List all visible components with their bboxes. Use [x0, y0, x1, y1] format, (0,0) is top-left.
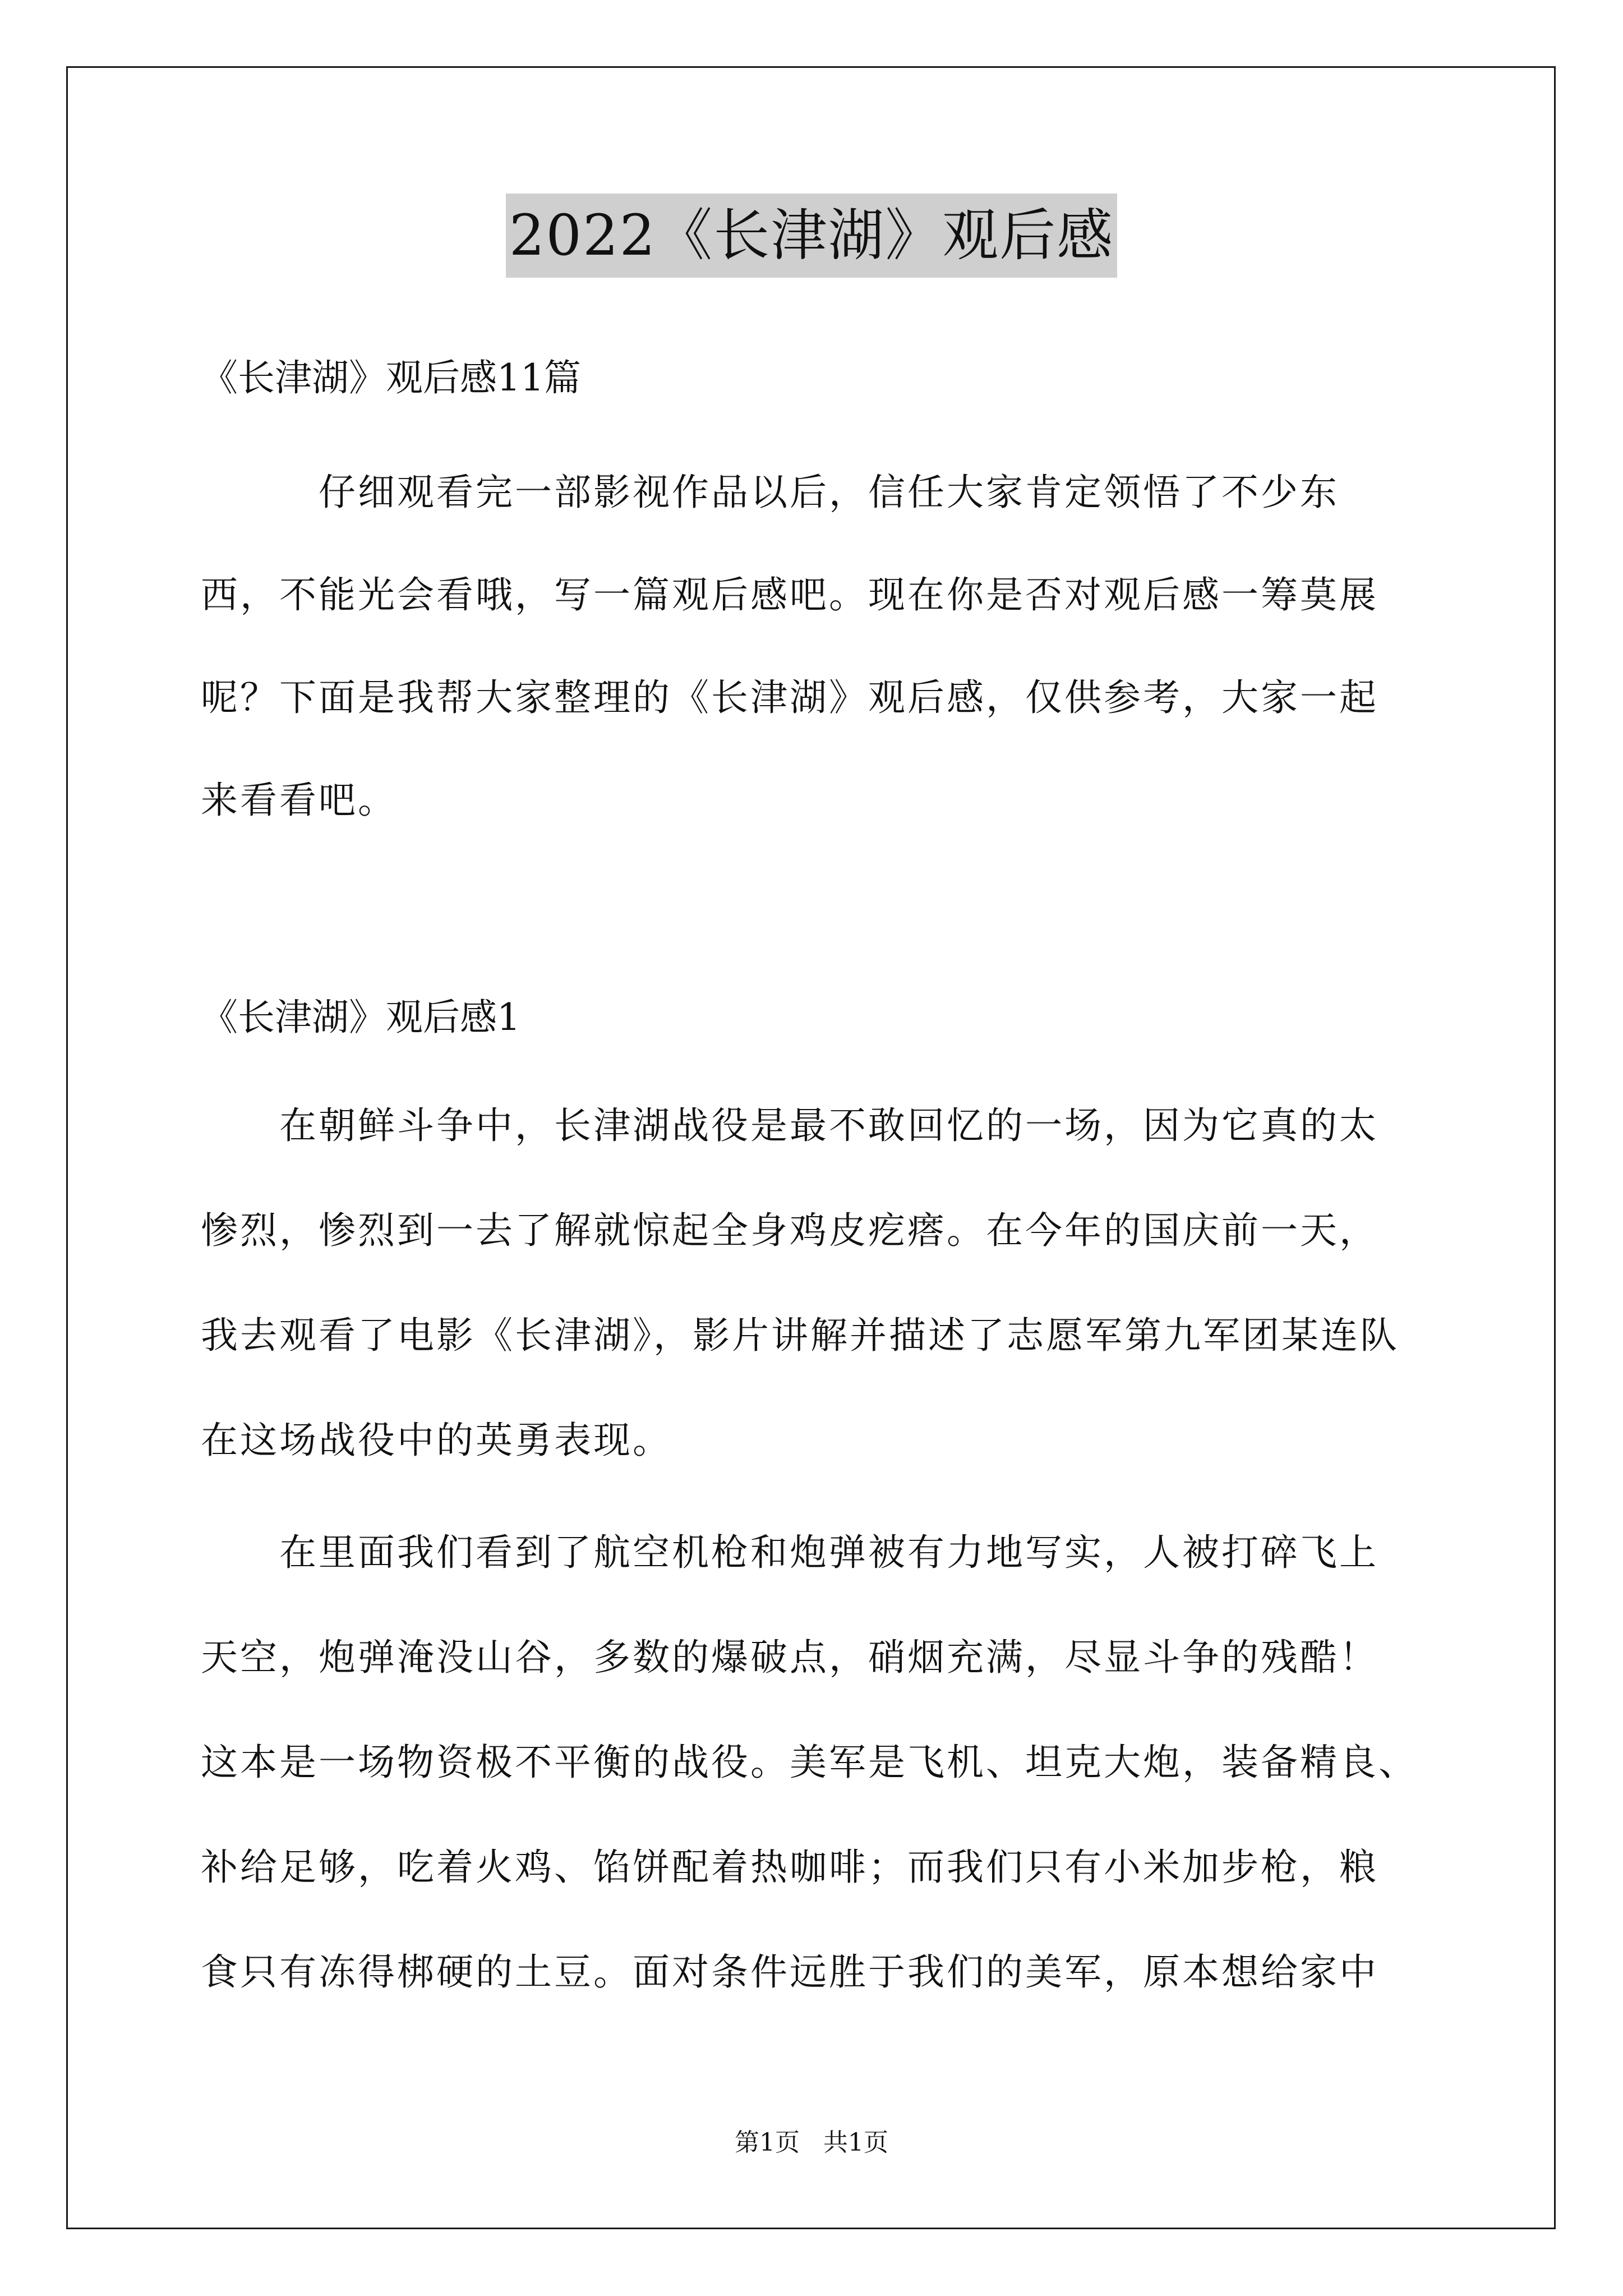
- paragraph-line: 这本是一场物资极不平衡的战役。美军是飞机、坦克大炮，装备精良、: [201, 1741, 1418, 1784]
- document-subtitle: 《长津湖》观后感11篇: [201, 356, 581, 399]
- paragraph-line: 在朝鲜斗争中，长津湖战役是最不敢回忆的一场，因为它真的太: [201, 1104, 1378, 1147]
- intro-line: 来看看吧。: [201, 779, 397, 822]
- paragraph-line: 食只有冻得梆硬的土豆。面对条件远胜于我们的美军，原本想给家中: [201, 1950, 1378, 1994]
- intro-line: 西，不能光会看哦，写一篇观后感吧。现在你是否对观后感一筹莫展: [201, 573, 1378, 616]
- document-title: 2022《长津湖》观后感: [506, 194, 1118, 278]
- paragraph-line: 在这场战役中的英勇表现。: [201, 1419, 672, 1462]
- section-heading: 《长津湖》观后感1: [201, 996, 520, 1039]
- paragraph-line: 我去观看了电影《长津湖》，影片讲解并描述了志愿军第九军团某连队: [201, 1314, 1399, 1357]
- paragraph-line: 天空，炮弹淹没山谷，多数的爆破点，硝烟充满，尽显斗争的残酷！: [201, 1636, 1378, 1679]
- paragraph-line: 在里面我们看到了航空机枪和炮弹被有力地写实，人被打碎飞上: [201, 1531, 1378, 1574]
- paragraph-line: 惨烈，惨烈到一去了解就惊起全身鸡皮疙瘩。在今年的国庆前一天，: [201, 1209, 1378, 1252]
- intro-line: 仔细观看完一部影视作品以后，信任大家肯定领悟了不少东: [201, 471, 1339, 514]
- title-container: [0, 194, 1623, 278]
- page-footer: 第1页 共1页: [735, 2128, 888, 2157]
- paragraph-line: 补给足够，吃着火鸡、馅饼配着热咖啡；而我们只有小米加步枪，粮: [201, 1846, 1378, 1889]
- intro-line: 呢？下面是我帮大家整理的《长津湖》观后感，仅供参考，大家一起: [201, 676, 1378, 719]
